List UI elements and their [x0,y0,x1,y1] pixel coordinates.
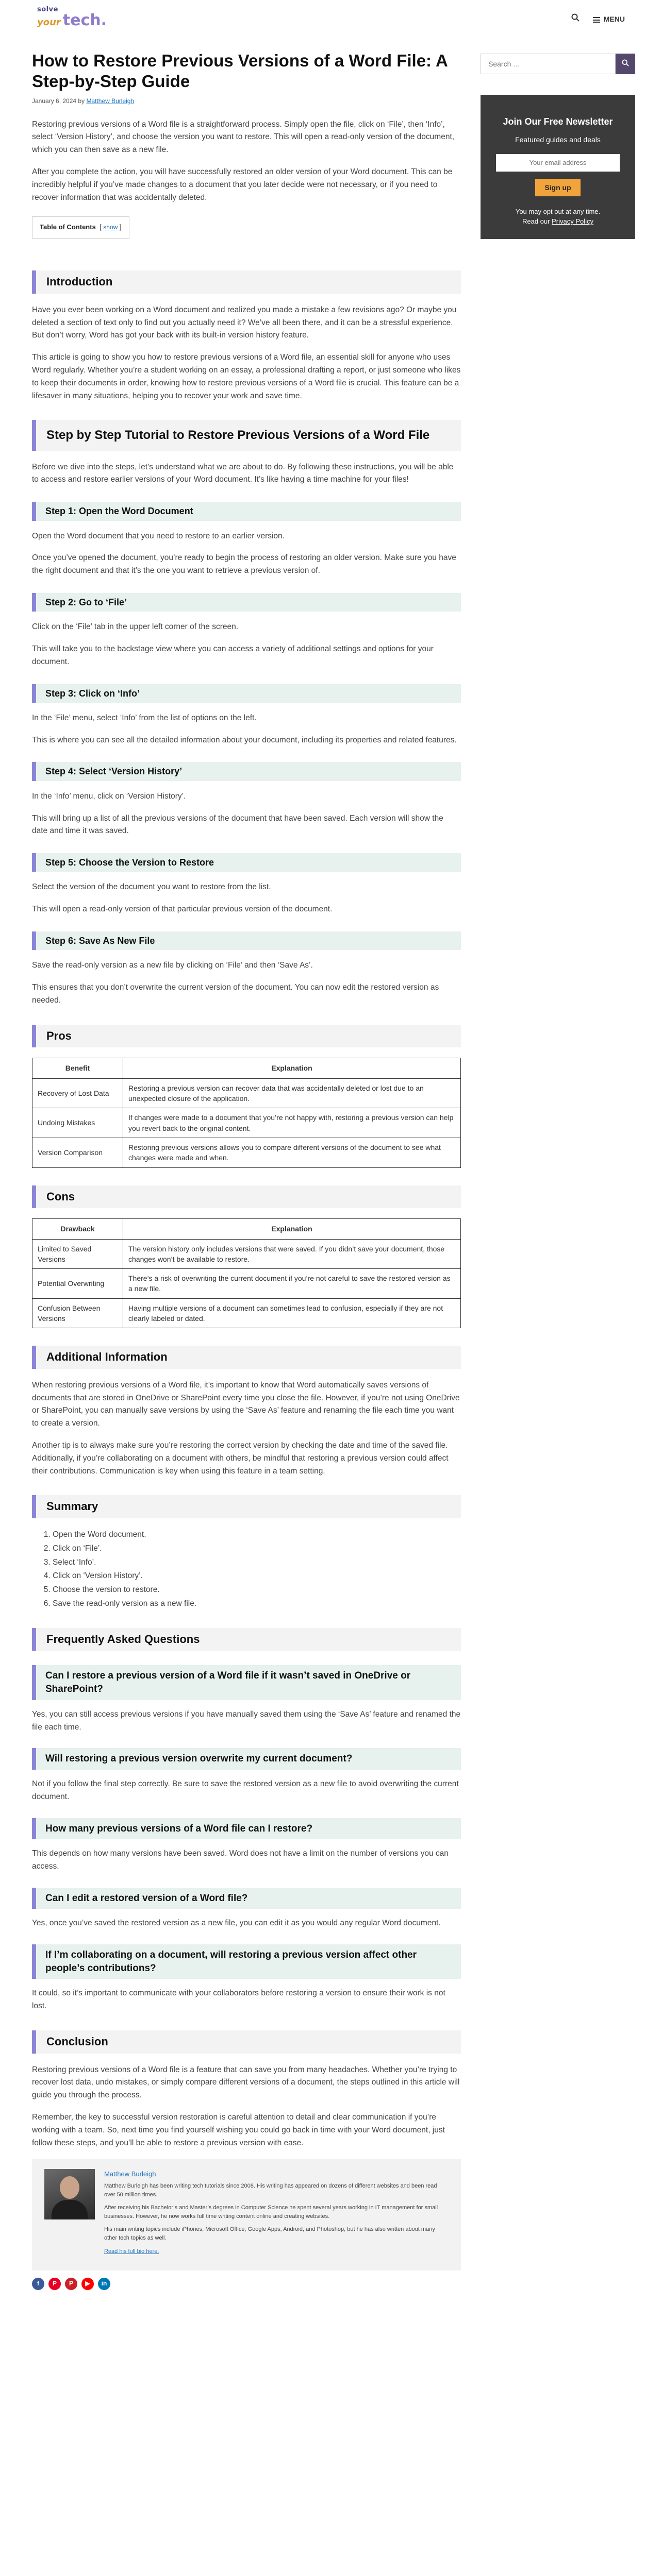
table-cell: Recovery of Lost Data [32,1078,123,1108]
step-heading: Step 5: Choose the Version to Restore [32,853,461,872]
step-heading: Step 4: Select ‘Version History’ [32,762,461,781]
newsletter-title: Join Our Free Newsletter [503,116,613,127]
step-heading: Step 6: Save As New File [32,931,461,950]
faq-answer: Not if you follow the final step correctly. Be sure to save the restored version as a new file to avoid overwriting the current document. [32,1779,459,1801]
list-item: 5. Choose the version to restore. [53,1584,461,1597]
hamburger-icon [593,17,600,23]
section-heading: Cons [32,1185,461,1209]
faq-question: Will restoring a previous version overwrite my current document? [32,1748,461,1770]
search-icon[interactable] [571,13,580,25]
table-cell: Restoring previous versions allows you to compare different versions of the document to see what changes were made and when. [123,1138,461,1167]
search-input[interactable] [481,54,616,74]
privacy-policy-link[interactable]: Privacy Policy [552,217,594,226]
paragraph: This ensures that you don’t overwrite the current version of the document. You can now edit the restored version as needed. [32,983,439,1005]
table-cell: Undoing Mistakes [32,1108,123,1138]
paragraph: When restoring previous versions of a Word file, it’s important to know that Word automatically saves versions of documents that are stored in OneDrive or SharePoint every time you close the file. However, if you’re not using OneDrive or SharePoint, you can manually save versions by using the ‘Save As’ feature and renaming the file each time you want to create a version. [32,1380,460,1428]
table-cell: Version Comparison [32,1138,123,1167]
paragraph: Have you ever been working on a Word document and realized you made a mistake a few revisions ago? Or maybe you deleted a section of text only to find out you actually need it? We’ve all been there, and it can be a stressful experience. But don’t worry, Word has got your back with its built-in version history feature. [32,305,457,340]
logo-your: your [37,17,61,28]
page-title: How to Restore Previous Versions of a Word File: A Step-by-Step Guide [32,51,448,91]
table-cell: Restoring a previous version can recover data that was accidentally deleted or lost due to an unexpected closure of the application. [123,1078,461,1108]
step-heading: Step 2: Go to ‘File’ [32,593,461,612]
opt-out-text [496,207,620,227]
sidebar-search [481,54,635,74]
faq-question: Can I restore a previous version of a Word file if it wasn’t saved in OneDrive or SharePoint? [32,1665,461,1700]
table-row [32,1269,461,1299]
faq-question: If I’m collaborating on a document, will restoring a previous version affect other people’s contributions? [32,1944,461,1979]
newsletter-subtitle: Featured guides and deals [515,135,601,144]
section-heading: Frequently Asked Questions [32,1628,461,1651]
paragraph: Once you’ve opened the document, you’re ready to begin the process of restoring an older version. Make sure you have the right document and that it’s the one you want to retrieve a previous version of. [32,553,456,575]
paragraph: Click on the ‘File’ tab in the upper left corner of the screen. [32,622,239,632]
table-cell: Potential Overwriting [32,1269,123,1299]
paragraph: This will take you to the backstage view where you can access a variety of additional settings and options for your document. [32,645,434,666]
table-cell: Confusion Between Versions [32,1298,123,1328]
list-item: 1. Open the Word document. [53,1529,461,1541]
youtube-icon[interactable]: ▶ [81,2278,94,2290]
author-name-link[interactable]: Matthew Burleigh [104,2170,156,2178]
table-header-row [32,1219,461,1239]
author-bio: After receiving his Bachelor’s and Master’s degrees in Computer Science he spent several years working in IT management for small businesses. However, he now works full time writing content online and creating websites. [104,2205,438,2220]
faq-question: How many previous versions of a Word file can I restore? [32,1818,461,1840]
read-our: Read our [522,217,550,226]
social-links [32,2278,461,2290]
site-header [0,0,662,41]
paragraph: This is where you can see all the detailed information about your document, including its properties and related features. [32,735,457,744]
faq-answer: This depends on how many versions have been saved. Word does not have a limit on the number of versions you can access. [32,1849,449,1871]
faq-answer: Yes, you can still access previous versions if you have manually saved them using the ‘Save As’ feature and renamed the file each time. [32,1709,461,1732]
table-cell: Limited to Saved Versions [32,1239,123,1269]
paragraph: Select the version of the document you want to restore from the list. [32,883,271,892]
table-header: Drawback [32,1219,123,1239]
table-header: Benefit [32,1058,123,1078]
cons-table [32,1218,461,1328]
table-of-contents: Table of Contents [ show ] [32,216,129,239]
faq-answer: It could, so it’s important to communicate with your collaborators before restoring a version to ensure their work is not lost. [32,1989,445,2011]
logo-wordmark [37,13,125,28]
table-header: Explanation [123,1058,461,1078]
section-heading: Introduction [32,270,461,294]
site-logo[interactable] [37,6,125,33]
paragraph: This will open a read-only version of that particular previous version of the document. [32,905,333,914]
pinterest-icon[interactable]: P [65,2278,77,2290]
faq-question: Can I edit a restored version of a Word file? [32,1888,461,1909]
full-bio-link[interactable]: Read his full bio here. [104,2248,159,2255]
menu-label: MENU [603,15,625,23]
header-actions [571,13,625,25]
summary-list [53,1529,461,1611]
author-bio: Matthew Burleigh has been writing tech tutorials since 2008. His writing has appeared on dozens of different websites and been read over 50 million times. [104,2183,437,2198]
avatar [44,2169,95,2219]
faq-answer: Yes, once you’ve saved the restored version as a new file, you can edit it as you would any regular Word document. [32,1919,441,1928]
paragraph: Before we dive into the steps, let’s understand what we are about to do. By following these instructions, you will be able to access and restore earlier versions of your Word document. It’s like having a time machine for your files! [32,462,454,484]
paragraph: Save the read-only version as a new file by clicking on ‘File’ and then ‘Save As’. [32,961,313,970]
table-cell: Having multiple versions of a document can sometimes lead to confusion, especially if they are not clearly labeled or dated. [123,1298,461,1328]
post-by: by [78,97,85,105]
signup-button[interactable]: Sign up [535,179,580,196]
pros-table [32,1058,461,1167]
paragraph: This will bring up a list of all the previous versions of the document that have been saved. Each version will show the date and time it was saved. [32,814,443,836]
logo-solve: solve [37,6,58,13]
table-row [32,1298,461,1328]
table-cell: There’s a risk of overwriting the current document if you’re not careful to save the restored version as a new file. [123,1269,461,1299]
newsletter-widget [481,95,635,239]
list-item: 2. Click on ‘File’. [53,1543,461,1555]
section-heading: Conclusion [32,2030,461,2054]
author-info [104,2169,449,2260]
linkedin-icon[interactable]: in [98,2278,110,2290]
menu-button[interactable] [593,13,625,25]
paragraph: In the ‘Info’ menu, click on ‘Version History’. [32,791,186,801]
section-heading: Pros [32,1025,461,1048]
intro-paragraph: After you complete the action, you will have successfully restored an older version of your Word document. This can be incredibly helpful if you’ve made changes to a document that you later decide were not necessary, or if you need to recover information that was accidentally deleted. [32,167,453,202]
paragraph: Open the Word document that you need to restore to an earlier version. [32,531,285,540]
logo-tech: tech. [62,11,107,29]
article [32,50,461,2290]
post-date: January 6, 2024 [32,97,77,105]
table-header: Explanation [123,1219,461,1239]
sidebar [481,41,635,239]
section-heading: Step by Step Tutorial to Restore Previous Versions of a Word File [32,420,461,450]
section-heading: Summary [32,1495,461,1518]
table-row [32,1138,461,1167]
step-heading: Step 1: Open the Word Document [32,502,461,520]
paragraph: This article is going to show you how to restore previous versions of a Word file, an essential skill for anyone who uses Word regularly. Whether you’re a student working on an essay, a professional drafting a report, or just someone who likes to keep their documents in order, knowing how to restore previous versions of a Word file is crucial. This feature can be a lifesaver in many situations, helping you to recover your work and save time. [32,353,461,400]
search-button[interactable] [616,54,635,74]
facebook-icon[interactable]: f [32,2278,44,2290]
table-row [32,1239,461,1269]
toc-title: Table of Contents [40,223,96,231]
email-field[interactable] [496,154,620,172]
section-heading: Additional Information [32,1346,461,1369]
paragraph: Restoring previous versions of a Word file is a feature that can save you from many headaches. Whether you’re trying to recover lost data, undo mistakes, or simply compare different versions of a document, the steps outlined in this article will guide you through the process. [32,2065,460,2100]
step-heading: Step 3: Click on ‘Info’ [32,684,461,703]
list-item: 3. Select ‘Info’. [53,1556,461,1569]
author-bio: His main writing topics include iPhones, Microsoft Office, Google Apps, Android, and Photoshop, but he has also written about many other tech topics as well. [104,2226,435,2242]
paragraph: Another tip is to always make sure you’re restoring the correct version by checking the date and time of the saved file. Additionally, if you’re collaborating on a document with others, be mindful that restoring a previous version could affect their contributions. Communication is key when using this feature in a team setting. [32,1441,449,1476]
table-row [32,1108,461,1138]
toc-show-link[interactable]: show [103,224,118,231]
intro-paragraph: Restoring previous versions of a Word file is a straightforward process. Simply open the file, click on ‘File’, then ‘Info’, select ‘Version History’, and choose the version you want to restore. This will open a read-only version of the document, which you can then save as a new file. [32,120,455,155]
post-meta [32,96,461,106]
table-row [32,1078,461,1108]
author-box [32,2159,461,2270]
table-header-row [32,1058,461,1078]
list-item: 6. Save the read-only version as a new file. [53,1598,461,1611]
paragraph: In the ‘File’ menu, select ‘Info’ from the list of options on the left. [32,713,257,722]
list-item: 4. Click on ‘Version History’. [53,1570,461,1583]
pinterest-icon[interactable]: P [48,2278,61,2290]
author-link[interactable]: Matthew Burleigh [86,97,135,105]
paragraph: Remember, the key to successful version restoration is careful attention to detail and clear communication if you’re working with a team. So, next time you find yourself wishing you could go back in time with your Word document, just follow these steps, and you’ll be able to restore a previous version with ease. [32,2113,445,2147]
table-cell: The version history only includes versions that were saved. If you didn’t save your document, those changes won’t be available to restore. [123,1239,461,1269]
opt-out-line: You may opt out at any time. [515,207,601,215]
table-cell: If changes were made to a document that you’re not happy with, restoring a previous version can help you revert back to the original content. [123,1108,461,1138]
